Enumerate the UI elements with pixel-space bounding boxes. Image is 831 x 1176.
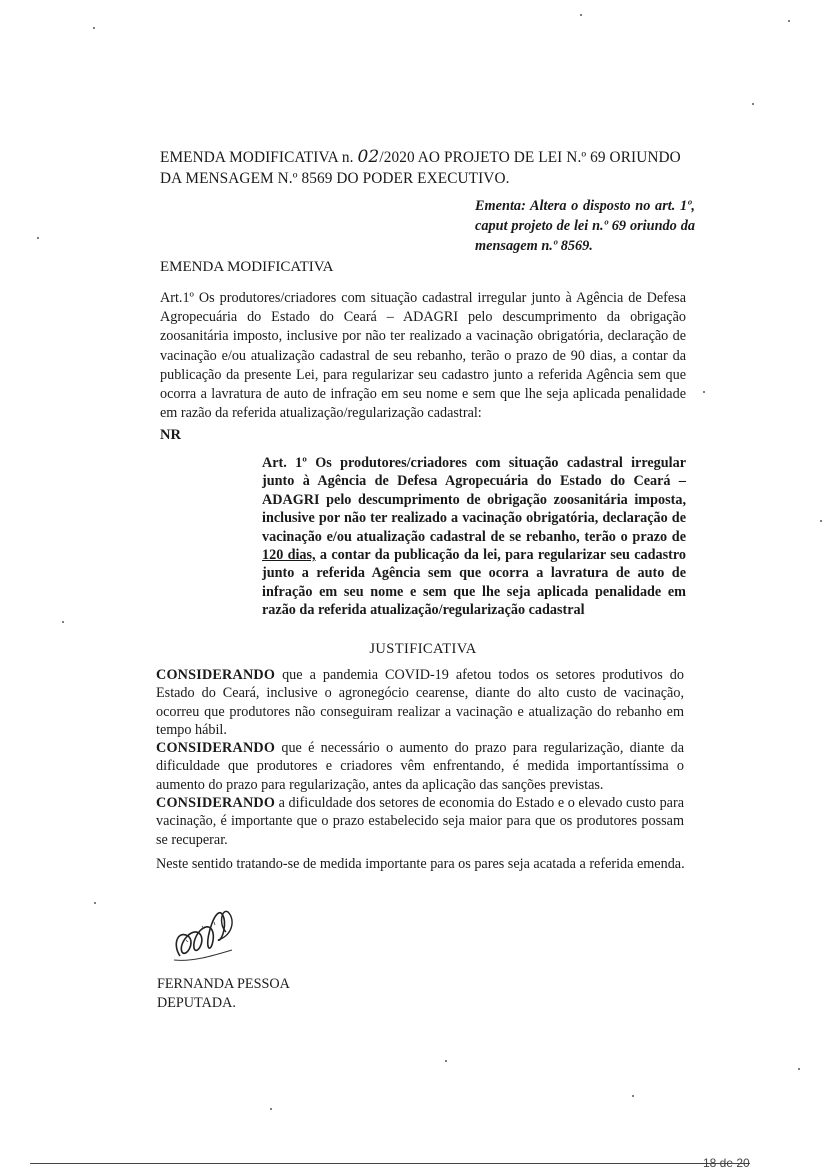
- considerando-paragraph: [156, 739, 684, 794]
- amendment-title: [160, 147, 700, 189]
- article-paragraph: Art.1º Os produtores/criadores com situação cadastral irregular junto à Agência de Defesa Agropecuária do Estado do Ceará – ADAGRI pelo descumprimento da obrigação zoosanitária imposto, inclusive por não ter realizado a vacinação obrigatória, declaração de vacinação e/ou atualização cadastral de seu rebanho, terão o prazo de 90 dias, a contar da publicação da presente Lei, para regularizar seu cadastro junto a referida Agência sem que ocorra a lavratura de auto de infração em seu nome e sem que lhe seja aplicada penalidade em razão da referida atualização/regularização cadastral:: [160, 290, 686, 422]
- considerando-text: a dificuldade dos setores de economia do Estado e o elevado custo para vacinação, é importante que o prazo estabelecido seja maior para que os produtores possam se recuperar.: [156, 795, 684, 848]
- scan-speck: [93, 27, 95, 29]
- considerando-text: que a pandemia COVID-19 afetou todos os setores produtivos do Estado do Ceará, inclusive o agronegócio cearense, diante do alto custo de vacinação, ocorreu que produtores não conseguiram realizar a vacinação e atualização do rebanho em tempo hábil.: [156, 667, 684, 738]
- considerando-text: que é necessário o aumento do prazo para regularização, diante da dificuldade que produtores e criadores vêm enfrentando, é medida importantíssima o aumento do prazo para regularização, antes da aplicação das sanções previstas.: [156, 740, 684, 793]
- scan-speck: [752, 103, 754, 105]
- signatory: [157, 975, 290, 1013]
- amendment-number-handwritten: 02: [357, 147, 380, 167]
- signatory-role: DEPUTADA.: [157, 995, 236, 1011]
- handwritten-signature: [152, 896, 252, 976]
- justification-body: [156, 666, 684, 849]
- scan-speck: [703, 391, 705, 393]
- scan-speck: [62, 621, 64, 623]
- section-heading: EMENDA MODIFICATIVA: [160, 259, 334, 275]
- justification-heading: JUSTIFICATIVA: [369, 641, 477, 657]
- footer-rule: [30, 1163, 750, 1164]
- scan-speck: [788, 20, 790, 22]
- considerando-lead: CONSIDERANDO: [156, 740, 276, 757]
- quoted-article-start: Art. 1º Os produtores/criadores com situação cadastral irregular junto à Agência de Defesa Agropecuária do Estado do Ceará – ADAGRI pelo descumprimento de obrigação zoosanitária imposta, inclusive por não ter realizado a vacinação obrigatória, declaração de vacinação e/ou atualização cadastral de se rebanho, terão o prazo de: [262, 455, 686, 545]
- considerando-paragraph: [156, 666, 684, 739]
- considerando-lead: CONSIDERANDO: [156, 667, 276, 683]
- title-suffix: /2020 AO PROJETO DE LEI N.º 69 ORIUNDO DA MENSAGEM N.º 8569 DO PODER EXECUTIVO.: [160, 149, 681, 187]
- ementa-summary: Ementa: Altera o disposto no art. 1º, caput projeto de lei n.º 69 oriundo da mensagem n.º 8569.: [475, 198, 695, 254]
- quoted-article-deadline: 120 dias,: [262, 547, 316, 564]
- nr-label: NR: [160, 427, 181, 443]
- signatory-name: FERNANDA PESSOA: [157, 976, 290, 992]
- quoted-article-end: a contar da publicação da lei, para regularizar seu cadastro junto a referida Agência sem que ocorra a lavratura de auto de infração em seu nome e sem que lhe seja aplicada penalidade em razão da referida atualização/regularização cadastral: [262, 547, 686, 619]
- closing-paragraph: Neste sentido tratando-se de medida importante para os pares seja acatada a referida emenda.: [156, 856, 685, 872]
- scan-speck: [580, 14, 582, 16]
- title-prefix: EMENDA MODIFICATIVA n.: [160, 149, 358, 166]
- considerando-paragraph: [156, 794, 684, 849]
- quoted-article: [262, 454, 686, 620]
- scan-speck: [798, 1068, 800, 1070]
- scan-speck: [94, 902, 96, 904]
- scan-speck: [37, 237, 39, 239]
- scan-speck: [632, 1095, 634, 1097]
- scan-speck: [270, 1108, 272, 1110]
- page-number: 18 de 20: [703, 1156, 750, 1170]
- scan-speck: [445, 1060, 447, 1062]
- considerando-lead: CONSIDERANDO: [156, 795, 276, 812]
- scan-speck: [820, 520, 822, 522]
